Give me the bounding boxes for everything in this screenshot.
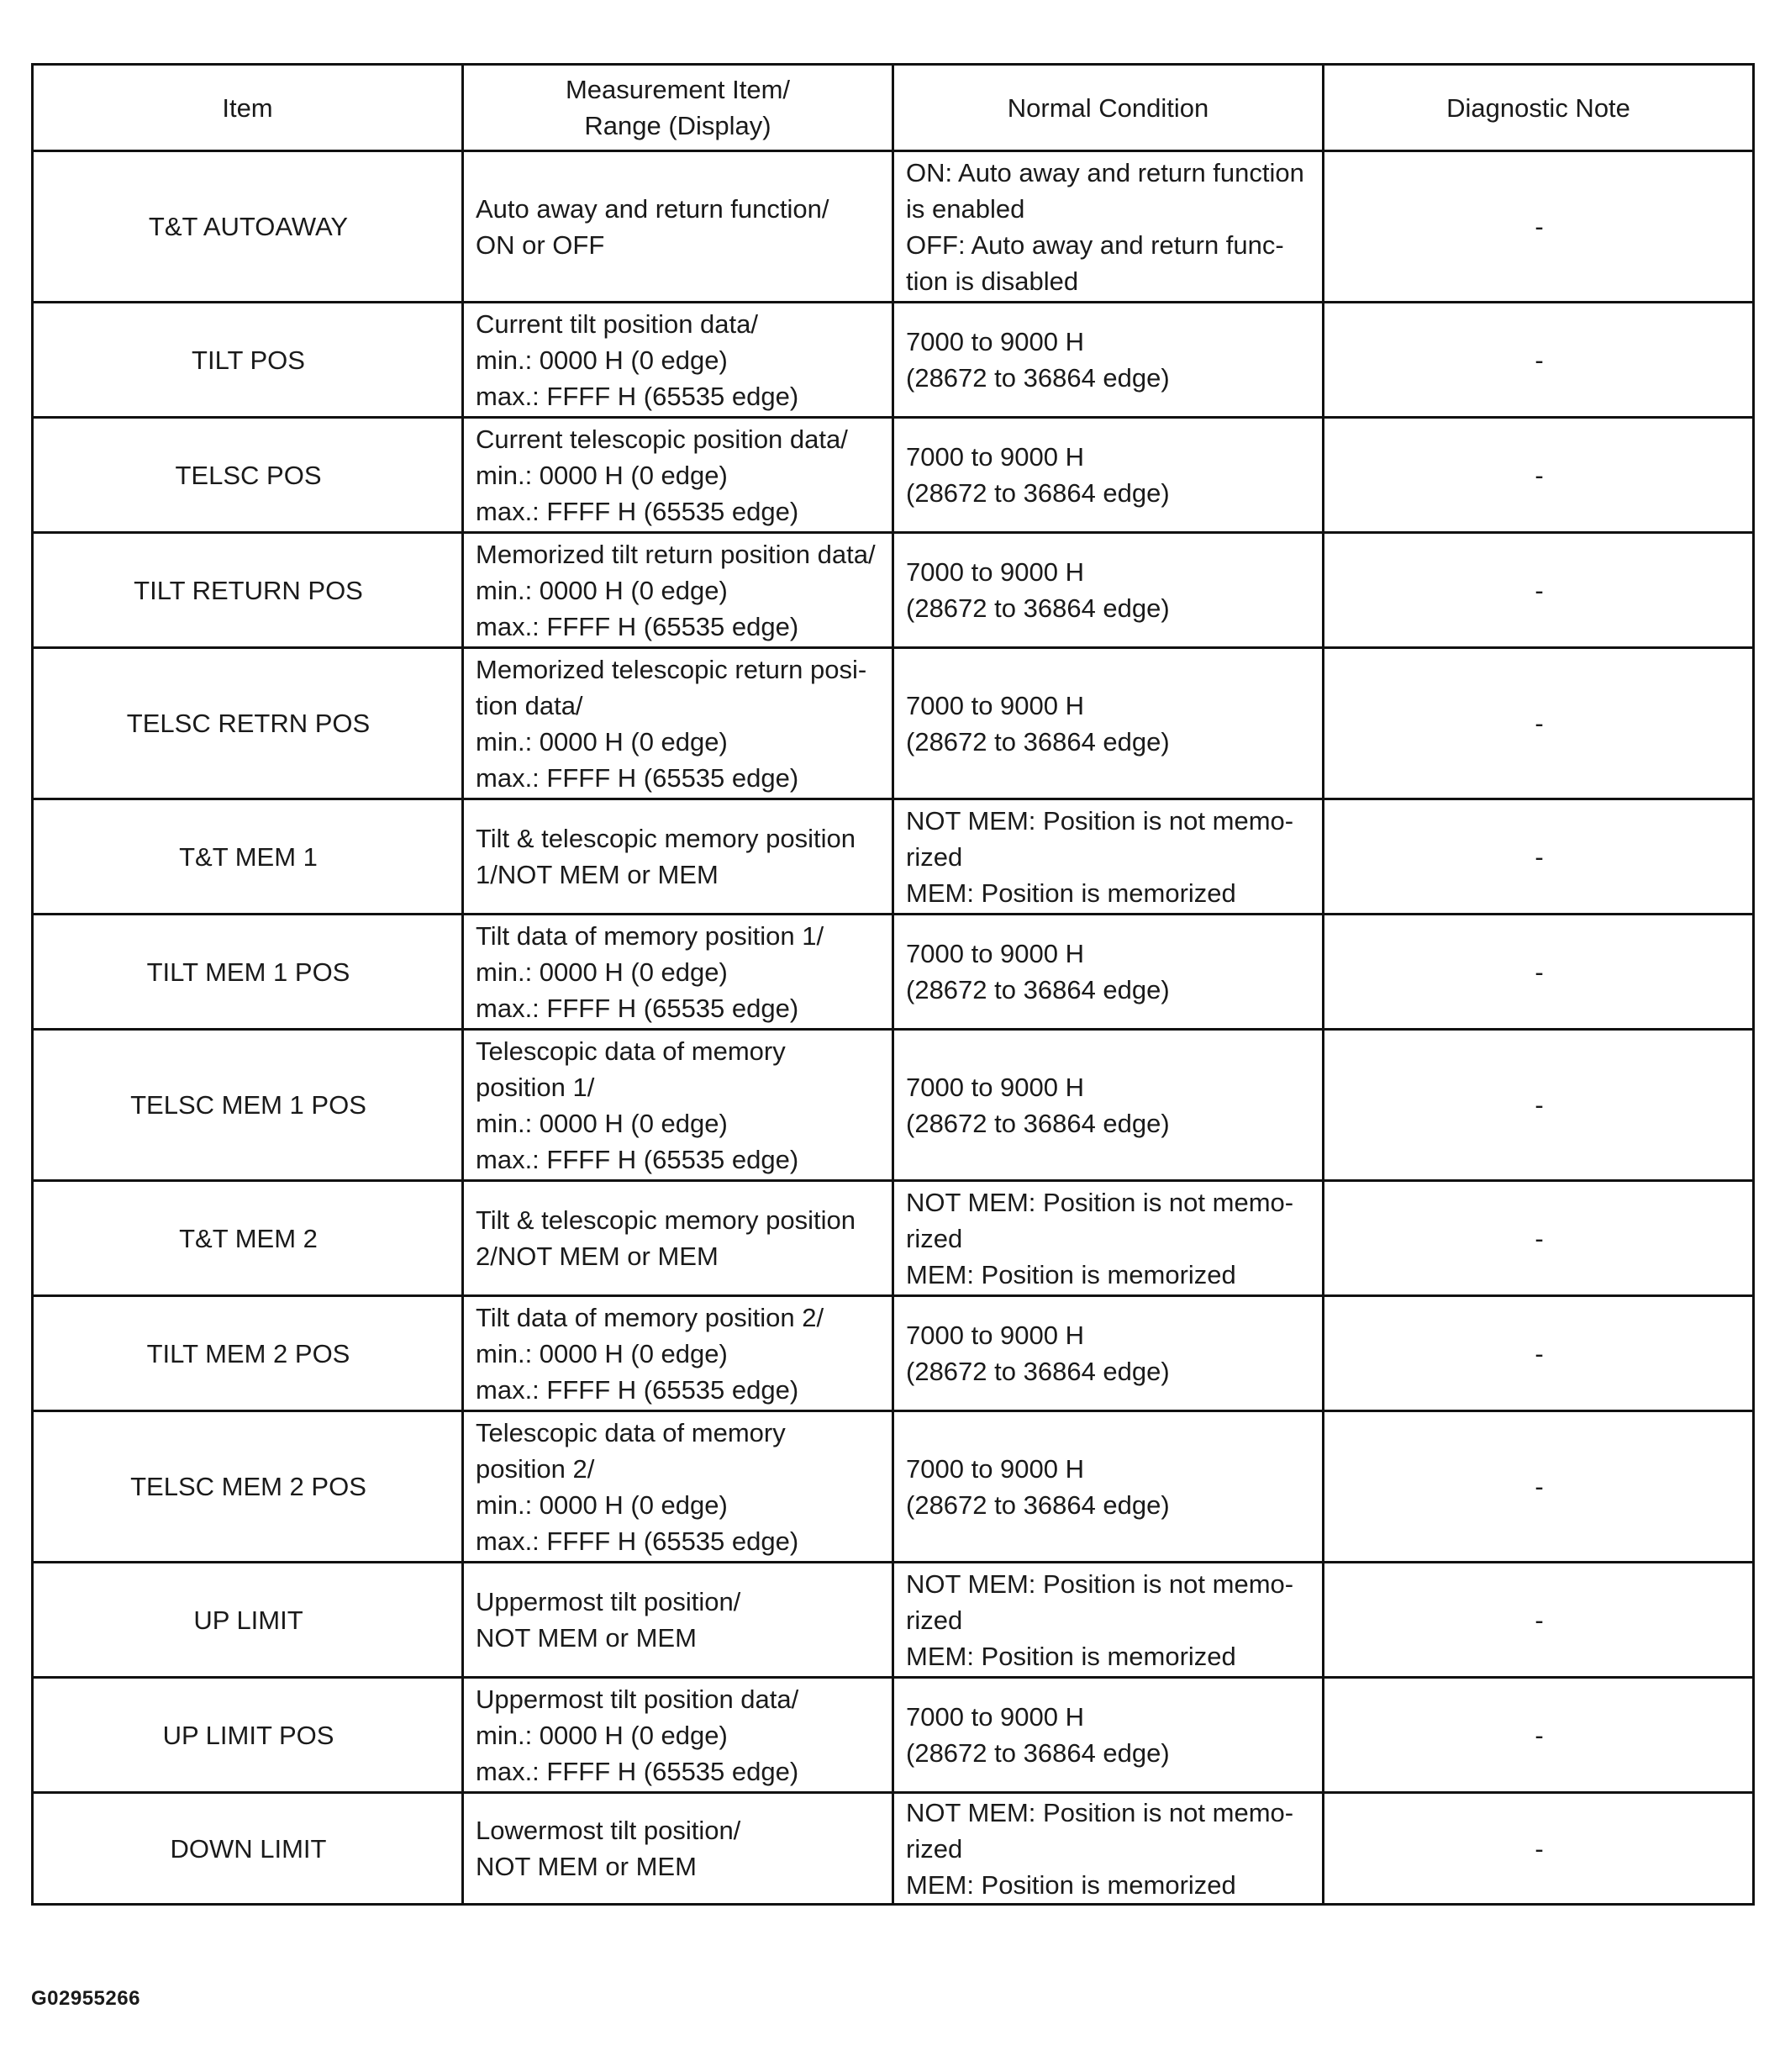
condition-line: ON: Auto away and return function — [906, 157, 1304, 187]
cell-diagnostic-note: - — [1324, 303, 1754, 418]
condition-line: rized — [906, 1833, 963, 1864]
measurement-line: max.: FFFF H (65535 edge) — [476, 611, 799, 641]
cell-diagnostic-note: - — [1324, 1678, 1754, 1793]
condition-line: 7000 to 9000 H — [906, 1702, 1085, 1732]
measurement-line: position 1/ — [476, 1072, 595, 1102]
measurement-line: 2/NOT MEM or MEM — [476, 1242, 719, 1271]
cell-item: TILT POS — [33, 303, 463, 418]
table-row — [33, 915, 1754, 1030]
cell-item: TILT MEM 1 POS — [33, 915, 463, 1030]
cell-normal-condition — [893, 1181, 1324, 1296]
header-item-label: Item — [222, 92, 273, 123]
cell-diagnostic-note: - — [1324, 1411, 1754, 1563]
measurement-line: Current tilt position data/ — [476, 308, 759, 339]
cell-normal-condition — [893, 418, 1324, 533]
condition-line: (28672 to 36864 edge) — [906, 1108, 1170, 1138]
cell-measurement — [463, 799, 893, 915]
cell-diagnostic-note: - — [1324, 915, 1754, 1030]
condition-line: 7000 to 9000 H — [906, 557, 1085, 587]
condition-line: 7000 to 9000 H — [906, 690, 1085, 720]
table-row — [33, 303, 1754, 418]
measurement-line: Memorized telescopic return posi- — [476, 654, 867, 684]
cell-measurement — [463, 303, 893, 418]
measurement-line: Memorized tilt return position data/ — [476, 539, 876, 569]
cell-normal-condition — [893, 799, 1324, 915]
measurement-line: Tilt & telescopic memory position — [476, 1205, 856, 1235]
condition-line: (28672 to 36864 edge) — [906, 478, 1170, 508]
cell-item: TILT RETURN POS — [33, 533, 463, 648]
cell-normal-condition — [893, 1793, 1324, 1905]
cell-measurement — [463, 418, 893, 533]
cell-item: TELSC RETRN POS — [33, 648, 463, 799]
table-row — [33, 799, 1754, 915]
condition-line: MEM: Position is memorized — [906, 1869, 1236, 1900]
measurement-line: max.: FFFF H (65535 edge) — [476, 993, 799, 1023]
cell-item: TELSC POS — [33, 418, 463, 533]
header-measurement-line2: Range (Display) — [584, 111, 771, 140]
cell-item: DOWN LIMIT — [33, 1793, 463, 1905]
condition-line: rized — [906, 841, 963, 872]
measurement-line: Tilt & telescopic memory position — [476, 824, 856, 853]
measurement-line: NOT MEM or MEM — [476, 1623, 697, 1653]
cell-item: TELSC MEM 1 POS — [33, 1030, 463, 1181]
table-row — [33, 1793, 1754, 1905]
condition-line: (28672 to 36864 edge) — [906, 363, 1170, 393]
table-row — [33, 1296, 1754, 1411]
cell-diagnostic-note: - — [1324, 1793, 1754, 1905]
header-measurement-line1: Measurement Item/ — [565, 75, 791, 104]
condition-line: 7000 to 9000 H — [906, 1321, 1085, 1350]
data-list-table-container — [31, 63, 1752, 1906]
measurement-line: max.: FFFF H (65535 edge) — [476, 1144, 799, 1174]
cell-normal-condition — [893, 1563, 1324, 1678]
measurement-line: Lowermost tilt position/ — [476, 1816, 741, 1845]
measurement-line: max.: FFFF H (65535 edge) — [476, 1374, 799, 1405]
measurement-line: max.: FFFF H (65535 edge) — [476, 1526, 799, 1556]
condition-line: NOT MEM: Position is not memo- — [906, 1187, 1294, 1217]
measurement-line: max.: FFFF H (65535 edge) — [476, 496, 799, 526]
condition-line: 7000 to 9000 H — [906, 327, 1085, 356]
cell-normal-condition — [893, 648, 1324, 799]
table-body — [33, 151, 1754, 1905]
cell-normal-condition — [893, 1678, 1324, 1793]
cell-diagnostic-note: - — [1324, 1030, 1754, 1181]
measurement-line: max.: FFFF H (65535 edge) — [476, 762, 799, 793]
condition-line: MEM: Position is memorized — [906, 878, 1236, 908]
condition-line: MEM: Position is memorized — [906, 1641, 1236, 1671]
measurement-line: min.: 0000 H (0 edge) — [476, 575, 728, 605]
condition-line: 7000 to 9000 H — [906, 1453, 1085, 1484]
table-row — [33, 418, 1754, 533]
measurement-line: NOT MEM or MEM — [476, 1852, 697, 1881]
cell-measurement — [463, 533, 893, 648]
cell-item: T&T MEM 2 — [33, 1181, 463, 1296]
measurement-line: Telescopic data of memory — [476, 1036, 786, 1066]
table-row — [33, 1678, 1754, 1793]
condition-line: (28672 to 36864 edge) — [906, 593, 1170, 623]
measurement-line: Auto away and return function/ — [476, 193, 829, 224]
measurement-line: min.: 0000 H (0 edge) — [476, 460, 728, 490]
cell-item: T&T MEM 1 — [33, 799, 463, 915]
table-row — [33, 648, 1754, 799]
measurement-line: Tilt data of memory position 1/ — [476, 920, 824, 951]
measurement-line: max.: FFFF H (65535 edge) — [476, 1756, 799, 1786]
table-row — [33, 151, 1754, 303]
measurement-line: Current telescopic position data/ — [476, 424, 848, 454]
table-row — [33, 1411, 1754, 1563]
condition-line: (28672 to 36864 edge) — [906, 1357, 1170, 1386]
measurement-line: Uppermost tilt position/ — [476, 1587, 741, 1616]
condition-line: (28672 to 36864 edge) — [906, 726, 1170, 757]
header-diagnostic-note-label: Diagnostic Note — [1446, 92, 1630, 123]
condition-line: tion is disabled — [906, 266, 1079, 296]
condition-line: NOT MEM: Position is not memo- — [906, 1568, 1294, 1599]
cell-normal-condition — [893, 1030, 1324, 1181]
condition-line: (28672 to 36864 edge) — [906, 1489, 1170, 1520]
measurement-line: min.: 0000 H (0 edge) — [476, 1489, 728, 1520]
cell-measurement — [463, 151, 893, 303]
measurement-line: Uppermost tilt position data/ — [476, 1684, 799, 1714]
condition-line: is enabled — [906, 193, 1025, 224]
cell-item: UP LIMIT — [33, 1563, 463, 1678]
cell-item: TELSC MEM 2 POS — [33, 1411, 463, 1563]
cell-measurement — [463, 1030, 893, 1181]
cell-diagnostic-note: - — [1324, 533, 1754, 648]
cell-measurement — [463, 915, 893, 1030]
condition-line: MEM: Position is memorized — [906, 1259, 1236, 1289]
measurement-line: min.: 0000 H (0 edge) — [476, 1720, 728, 1750]
condition-line: OFF: Auto away and return func- — [906, 229, 1284, 260]
cell-measurement — [463, 1793, 893, 1905]
header-diagnostic-note — [1324, 65, 1754, 151]
table-row — [33, 1563, 1754, 1678]
cell-measurement — [463, 1296, 893, 1411]
condition-line: 7000 to 9000 H — [906, 1072, 1085, 1102]
table-row — [33, 533, 1754, 648]
cell-normal-condition — [893, 533, 1324, 648]
condition-line: rized — [906, 1605, 963, 1635]
measurement-line: min.: 0000 H (0 edge) — [476, 957, 728, 987]
condition-line: 7000 to 9000 H — [906, 939, 1085, 968]
measurement-line: max.: FFFF H (65535 edge) — [476, 381, 799, 411]
cell-item: T&T AUTOAWAY — [33, 151, 463, 303]
cell-item: TILT MEM 2 POS — [33, 1296, 463, 1411]
condition-line: NOT MEM: Position is not memo- — [906, 1797, 1294, 1827]
condition-line: 7000 to 9000 H — [906, 442, 1085, 472]
condition-line: (28672 to 36864 edge) — [906, 975, 1170, 1004]
cell-diagnostic-note: - — [1324, 1181, 1754, 1296]
measurement-line: min.: 0000 H (0 edge) — [476, 1108, 728, 1138]
condition-line: (28672 to 36864 edge) — [906, 1738, 1170, 1768]
header-normal-condition-label: Normal Condition — [1007, 92, 1209, 123]
measurement-line: min.: 0000 H (0 edge) — [476, 345, 728, 375]
cell-diagnostic-note: - — [1324, 151, 1754, 303]
cell-normal-condition — [893, 915, 1324, 1030]
measurement-line: Telescopic data of memory — [476, 1417, 786, 1447]
measurement-line: min.: 0000 H (0 edge) — [476, 726, 728, 757]
cell-measurement — [463, 648, 893, 799]
cell-measurement — [463, 1181, 893, 1296]
header-normal-condition — [893, 65, 1324, 151]
cell-diagnostic-note: - — [1324, 1563, 1754, 1678]
header-measurement — [463, 65, 893, 151]
measurement-line: min.: 0000 H (0 edge) — [476, 1338, 728, 1368]
cell-normal-condition — [893, 151, 1324, 303]
cell-diagnostic-note: - — [1324, 418, 1754, 533]
cell-measurement — [463, 1411, 893, 1563]
measurement-line: Tilt data of memory position 2/ — [476, 1302, 824, 1332]
measurement-line: tion data/ — [476, 690, 583, 720]
measurement-line: position 2/ — [476, 1453, 595, 1484]
cell-normal-condition — [893, 303, 1324, 418]
data-list-table — [31, 63, 1755, 1906]
cell-normal-condition — [893, 1296, 1324, 1411]
cell-diagnostic-note: - — [1324, 799, 1754, 915]
cell-item: UP LIMIT POS — [33, 1678, 463, 1793]
cell-normal-condition — [893, 1411, 1324, 1563]
condition-line: NOT MEM: Position is not memo- — [906, 805, 1294, 836]
measurement-line: 1/NOT MEM or MEM — [476, 860, 719, 889]
condition-line: rized — [906, 1223, 963, 1253]
figure-code: G02955266 — [31, 1987, 140, 2010]
cell-diagnostic-note: - — [1324, 648, 1754, 799]
cell-measurement — [463, 1678, 893, 1793]
cell-diagnostic-note: - — [1324, 1296, 1754, 1411]
cell-measurement — [463, 1563, 893, 1678]
table-row — [33, 1181, 1754, 1296]
measurement-line: ON or OFF — [476, 229, 605, 260]
table-header-row — [33, 65, 1754, 151]
table-row — [33, 1030, 1754, 1181]
header-item — [33, 65, 463, 151]
